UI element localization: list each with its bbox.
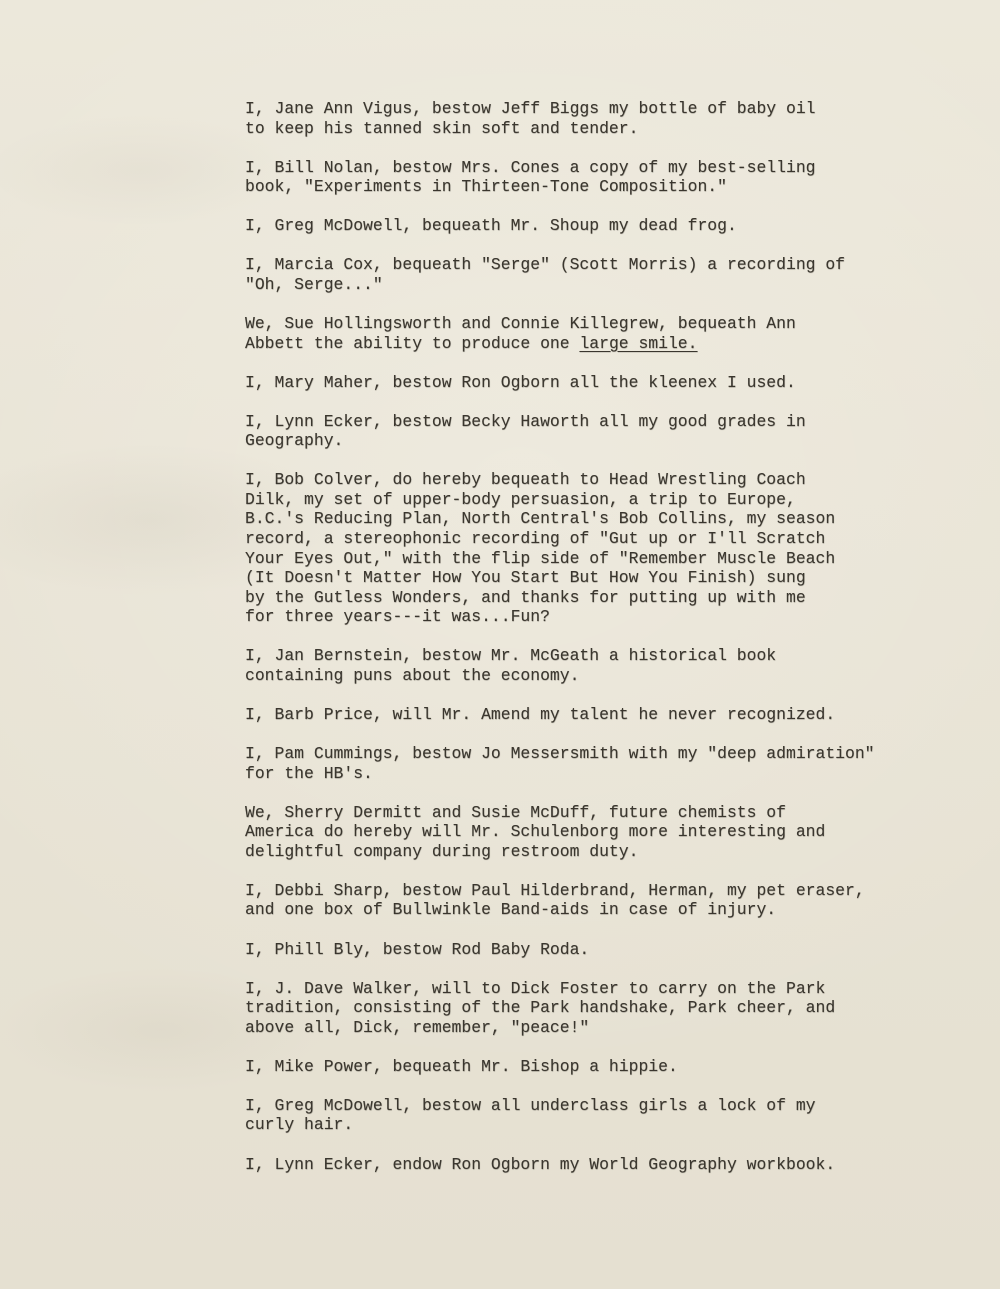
text-line: We, Sue Hollingsworth and Connie Killegrew, bequeath Ann bbox=[245, 314, 796, 334]
text-line: I, Greg McDowell, bestow all underclass girls a lock of my bbox=[245, 1095, 816, 1115]
text-line: America do hereby will Mr. Schulenborg more interesting and bbox=[245, 822, 826, 842]
text-line: Geography. bbox=[245, 431, 344, 451]
text-line: I, Pam Cummings, bestow Jo Messersmith with my "deep admiration" bbox=[245, 744, 875, 764]
paragraph bbox=[245, 881, 945, 920]
text-line: I, Mary Maher, bestow Ron Ogborn all the kleenex I used. bbox=[245, 372, 796, 392]
text-line: curly hair. bbox=[245, 1115, 354, 1135]
text-line: Your Eyes Out," with the flip side of "Remember Muscle Beach bbox=[245, 548, 836, 568]
text-line: for three years---it was...Fun? bbox=[245, 607, 550, 627]
text-line: (It Doesn't Matter How You Start But How You Finish) sung bbox=[245, 568, 806, 588]
text-line: I, J. Dave Walker, will to Dick Foster to carry on the Park bbox=[245, 978, 826, 998]
paragraph bbox=[245, 470, 945, 626]
paragraph bbox=[245, 99, 945, 138]
text-line: delightful company during restroom duty. bbox=[245, 841, 639, 861]
text-line: above all, Dick, remember, "peace!" bbox=[245, 1017, 590, 1037]
text-line: I, Greg McDowell, bequeath Mr. Shoup my dead frog. bbox=[245, 216, 737, 236]
text-line: record, a stereophonic recording of "Gut up or I'll Scratch bbox=[245, 529, 826, 549]
paragraph bbox=[245, 158, 945, 197]
text-line: and one box of Bullwinkle Band-aids in case of injury. bbox=[245, 900, 777, 920]
text-line: I, Lynn Ecker, bestow Becky Haworth all my good grades in bbox=[245, 411, 806, 431]
text-line: I, Marcia Cox, bequeath "Serge" (Scott Morris) a recording of bbox=[245, 255, 845, 275]
text-line: I, Debbi Sharp, bestow Paul Hilderbrand, Herman, my pet eraser, bbox=[245, 880, 865, 900]
paragraph bbox=[245, 255, 945, 294]
text-line: I, Jane Ann Vigus, bestow Jeff Biggs my bottle of baby oil bbox=[245, 99, 816, 118]
paragraph bbox=[245, 803, 945, 862]
paragraph bbox=[245, 979, 945, 1038]
paragraph bbox=[245, 216, 945, 236]
text-line: to keep his tanned skin soft and tender. bbox=[245, 118, 639, 138]
text-line: book, "Experiments in Thirteen-Tone Composition." bbox=[245, 177, 727, 197]
text-line: containing puns about the economy. bbox=[245, 665, 580, 685]
paragraph bbox=[245, 744, 945, 783]
text-line: I, Bob Colver, do hereby bequeath to Head Wrestling Coach bbox=[245, 470, 806, 490]
text-line: I, Lynn Ecker, endow Ron Ogborn my World Geography workbook. bbox=[245, 1154, 836, 1174]
underlined-text: large smile. bbox=[579, 333, 698, 353]
paragraph bbox=[245, 1155, 945, 1175]
paragraph bbox=[245, 1057, 945, 1077]
text-line: Dilk, my set of upper-body persuasion, a trip to Europe, bbox=[245, 489, 796, 509]
text-line: I, Mike Power, bequeath Mr. Bishop a hippie. bbox=[245, 1056, 678, 1076]
text-line: I, Bill Nolan, bestow Mrs. Cones a copy of my best-selling bbox=[245, 157, 816, 177]
text-line: tradition, consisting of the Park handshake, Park cheer, and bbox=[245, 998, 836, 1018]
text-line: by the Gutless Wonders, and thanks for putting up with me bbox=[245, 587, 806, 607]
document-body bbox=[245, 99, 945, 1194]
paragraph bbox=[245, 705, 945, 725]
paragraph bbox=[245, 314, 945, 353]
text-line: "Oh, Serge..." bbox=[245, 274, 383, 294]
paragraph bbox=[245, 1096, 945, 1135]
paragraph bbox=[245, 373, 945, 393]
text-line: I, Phill Bly, bestow Rod Baby Roda. bbox=[245, 939, 590, 959]
paragraph bbox=[245, 646, 945, 685]
text-line: B.C.'s Reducing Plan, North Central's Bob Collins, my season bbox=[245, 509, 836, 529]
text-line: I, Jan Bernstein, bestow Mr. McGeath a historical book bbox=[245, 646, 777, 666]
text-line: We, Sherry Dermitt and Susie McDuff, future chemists of bbox=[245, 802, 786, 822]
text-line: Abbett the ability to produce one large smile. bbox=[245, 333, 698, 353]
paragraph bbox=[245, 940, 945, 960]
text-line: I, Barb Price, will Mr. Amend my talent he never recognized. bbox=[245, 704, 836, 724]
paragraph bbox=[245, 412, 945, 451]
text-line: for the HB's. bbox=[245, 763, 373, 783]
